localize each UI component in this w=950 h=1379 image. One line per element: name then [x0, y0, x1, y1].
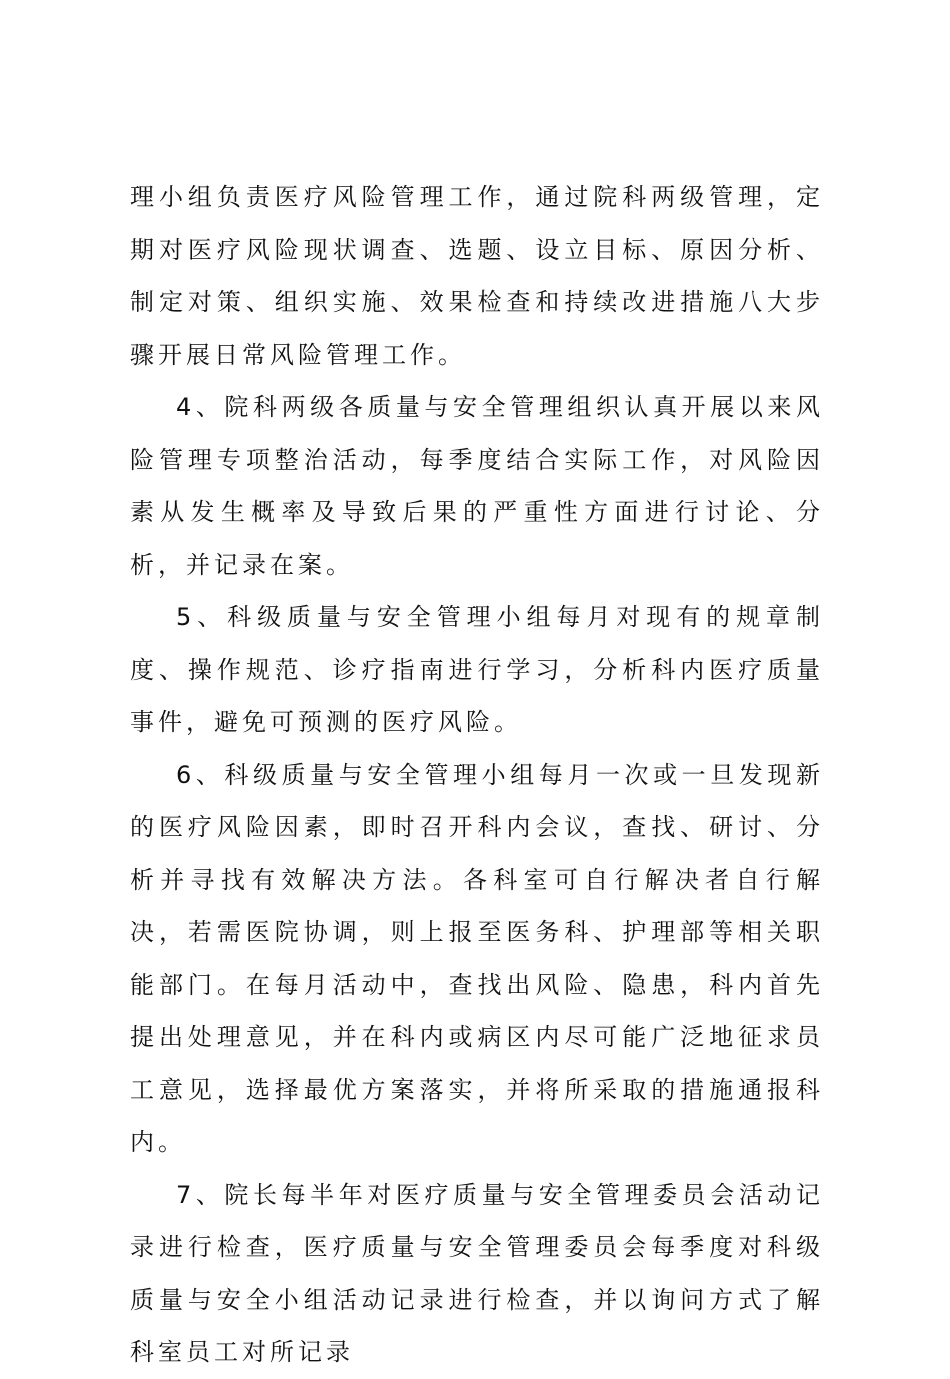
paragraph-item-5: 5、科级质量与安全管理小组每月对现有的规章制度、操作规范、诊疗指南进行学习，分析科内医疗质量事件，避免可预测的医疗风险。	[130, 603, 824, 736]
paragraph-item-6: 6、科级质量与安全管理小组每月一次或一旦发现新的医疗风险因素，即时召开科内会议，查找、研讨、分析并寻找有效解决方法。各科室可自行解决者自行解决，若需医院协调，则上报至医务科、护理部等相关职能部门。在每月活动中，查找出风险、隐患，科内首先提出处理意见，并在科内或病区内尽可能广泛地征求员工意见，选择最优方案落实，并将所采取的措施通报科内。	[130, 760, 824, 1156]
paragraph-item-7: 7、院长每半年对医疗质量与安全管理委员会活动记录进行检查，医疗质量与安全管理委员会每季度对科级质量与安全小组活动记录进行检查，并以询问方式了解科室员工对所记录	[130, 1180, 824, 1366]
document-body	[130, 171, 824, 1379]
paragraph-item-4: 4、院科两级各质量与安全管理组织认真开展以来风险管理专项整治活动，每季度结合实际工作，对风险因素从发生概率及导致后果的严重性方面进行讨论、分析，并记录在案。	[130, 393, 824, 579]
paragraph-continued: 理小组负责医疗风险管理工作，通过院科两级管理，定期对医疗风险现状调查、选题、设立目标、原因分析、制定对策、组织实施、效果检查和持续改进措施八大步骤开展日常风险管理工作。	[130, 183, 824, 369]
